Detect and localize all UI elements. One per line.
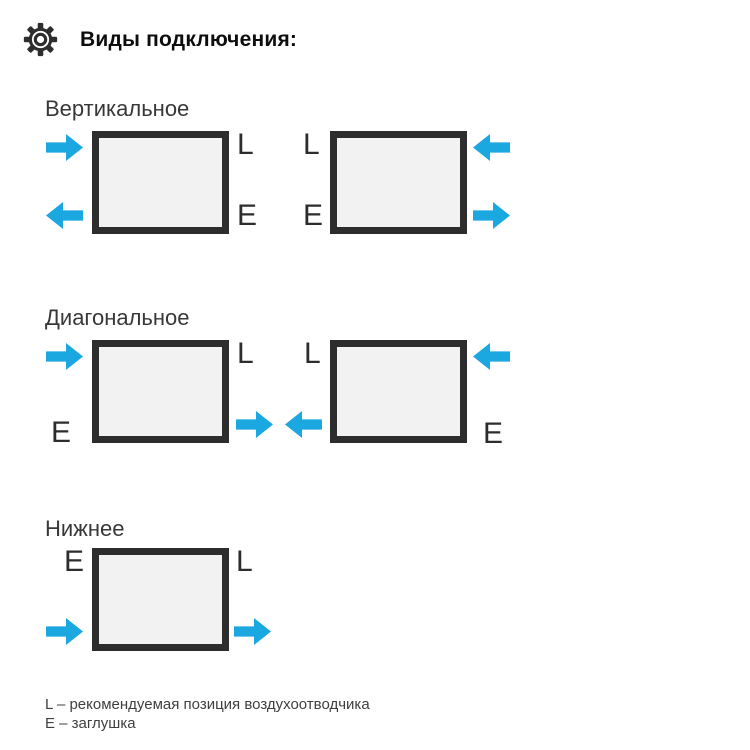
flow-in-arrow-icon: [46, 343, 83, 370]
vent-position-label: L: [237, 337, 254, 370]
page-title: Виды подключения:: [80, 28, 298, 51]
radiator-diagonal-left: [92, 340, 229, 443]
flow-in-arrow-icon: [473, 343, 510, 370]
radiator-bottom: [92, 548, 229, 651]
plug-position-label: E: [237, 199, 258, 232]
radiator-diagonal-right: [330, 340, 467, 443]
plug-position-label: E: [303, 199, 324, 232]
flow-in-arrow-icon: [473, 134, 510, 161]
flow-in-arrow-icon: [46, 134, 83, 161]
vent-position-label: L: [304, 337, 321, 370]
flow-in-arrow-icon: [46, 618, 83, 645]
flow-out-arrow-icon: [46, 202, 83, 229]
flow-out-arrow-icon: [285, 411, 322, 438]
radiator-vertical-left: [92, 131, 229, 234]
plug-position-label: E: [64, 545, 85, 578]
plug-position-label: E: [483, 417, 504, 450]
legend-vent: L – рекомендуемая позиция воздухоотводчика: [45, 696, 370, 713]
gear-icon: [22, 21, 59, 58]
section-label-vertical: Вертикальное: [45, 96, 190, 121]
vent-position-label: L: [237, 128, 254, 161]
section-label-diagonal: Диагональное: [45, 305, 190, 330]
flow-out-arrow-icon: [473, 202, 510, 229]
section-label-bottom: Нижнее: [45, 516, 125, 541]
flow-out-arrow-icon: [236, 411, 273, 438]
vent-position-label: L: [236, 545, 253, 578]
vent-position-label: L: [303, 128, 320, 161]
radiator-vertical-right: [330, 131, 467, 234]
flow-out-arrow-icon: [234, 618, 271, 645]
legend-plug: E – заглушка: [45, 715, 136, 732]
plug-position-label: E: [51, 416, 72, 449]
